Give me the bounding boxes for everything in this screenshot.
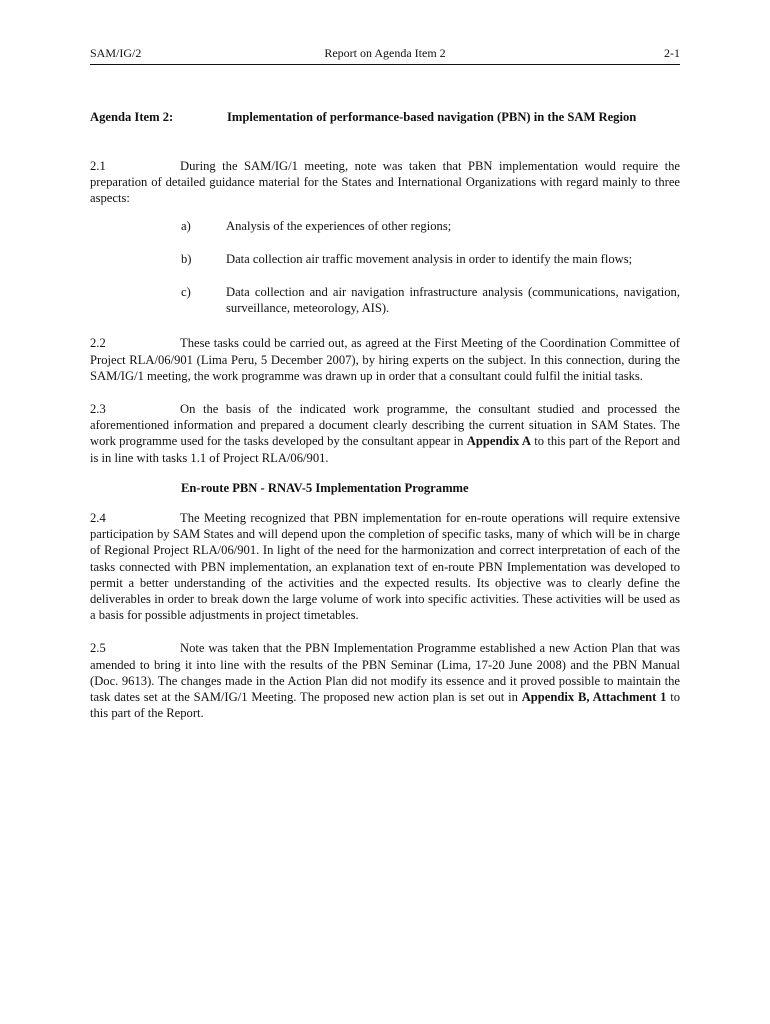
list-letter: a) bbox=[181, 218, 191, 233]
list-letter: c) bbox=[181, 285, 191, 300]
paragraph-number: 2.4 bbox=[90, 511, 106, 526]
list-item bbox=[181, 251, 680, 267]
appendix-b-reference: Appendix B, Attachment 1 bbox=[521, 690, 667, 705]
header-page-number: 2-1 bbox=[664, 46, 680, 60]
paragraph-text: The Meeting recognized that PBN implementation for en-route operations will require extensive participation by SAM States and will depend upon the completion of specific tasks, many of which will be in charge of Regional Project RLA/06/901. In light of the need for the harmonization and correct interpretation of each of the tasks connected with PBN implementation, an explanation text of en-route PBN Implementation was developed to permit a better understanding of the activities and the expected results. Its objective was to clearly define the deliverables in order to break down the large volume of work into specific activities. These activities will be used as a basis for possible adjustments in project timetables. bbox=[90, 511, 680, 623]
paragraph-number: 2.5 bbox=[90, 641, 106, 656]
list-item bbox=[181, 284, 680, 316]
page-header bbox=[90, 46, 680, 72]
paragraph-number: 2.3 bbox=[90, 402, 106, 417]
paragraph-text: On the basis of the indicated work programme, the consultant studied and processed the aforementioned information and prepared a document clearly describing the current situation in SAM States. The work programme used for the tasks developed by the consultant appear in bbox=[90, 402, 680, 449]
header-doc-id: SAM/IG/2 bbox=[90, 46, 142, 60]
header-rule bbox=[90, 64, 680, 65]
paragraph-number: 2.2 bbox=[90, 336, 106, 351]
header-title: Report on Agenda Item 2 bbox=[324, 46, 446, 60]
paragraph-2-1 bbox=[90, 158, 680, 207]
agenda-label: Agenda Item 2: bbox=[90, 110, 174, 124]
list-text: Analysis of the experiences of other regions; bbox=[226, 218, 452, 233]
section-subheading: En-route PBN - RNAV-5 Implementation Programme bbox=[181, 480, 469, 495]
paragraph-text: During the SAM/IG/1 meeting, note was taken that PBN implementation would require the preparation of detailed guidance material for the States and International Organizations with regard mainly to three aspects: bbox=[90, 159, 680, 206]
paragraph-2-5 bbox=[90, 640, 680, 721]
paragraph-2-3 bbox=[90, 401, 680, 466]
report-body bbox=[90, 158, 680, 721]
appendix-a-reference: Appendix A bbox=[466, 434, 531, 449]
paragraph-text: These tasks could be carried out, as agreed at the First Meeting of the Coordination Committee of Project RLA/06/901 (Lima Peru, 5 December 2007), by hiring experts on the subject. In this connection, during the SAM/IG/1 meeting, the work programme was drawn up in order that a consultant could fulfil the initial tasks. bbox=[90, 336, 680, 383]
paragraph-text-end: to this part of the Report. bbox=[90, 690, 680, 721]
paragraph-number: 2.1 bbox=[90, 159, 106, 173]
paragraph-text-end: to this part of the Report and is in line with tasks 1.1 of Project RLA/06/901. bbox=[90, 434, 680, 465]
list-text: Data collection and air navigation infrastructure analysis (communications, navigation, surveillance, meteorology, AIS). bbox=[226, 285, 680, 316]
paragraph-text: Note was taken that the PBN Implementation Programme established a new Action Plan that was amended to bring it into line with the results of the PBN Seminar (Lima, 17-20 June 2008) and the PBN Manual (Doc. 9613). The changes made in the Action Plan did not modify its essence and it proved possible to maintain the task dates set at the SAM/IG/1 Meeting. The proposed new action plan is set out in bbox=[90, 641, 680, 705]
paragraph-2-2 bbox=[90, 335, 680, 384]
agenda-title: Implementation of performance-based navigation (PBN) in the SAM Region bbox=[227, 110, 637, 124]
list-text: Data collection air traffic movement analysis in order to identify the main flows; bbox=[226, 251, 633, 266]
list-item bbox=[181, 218, 680, 234]
aspects-list bbox=[90, 218, 680, 317]
paragraph-2-4 bbox=[90, 510, 680, 623]
list-letter: b) bbox=[181, 251, 192, 266]
